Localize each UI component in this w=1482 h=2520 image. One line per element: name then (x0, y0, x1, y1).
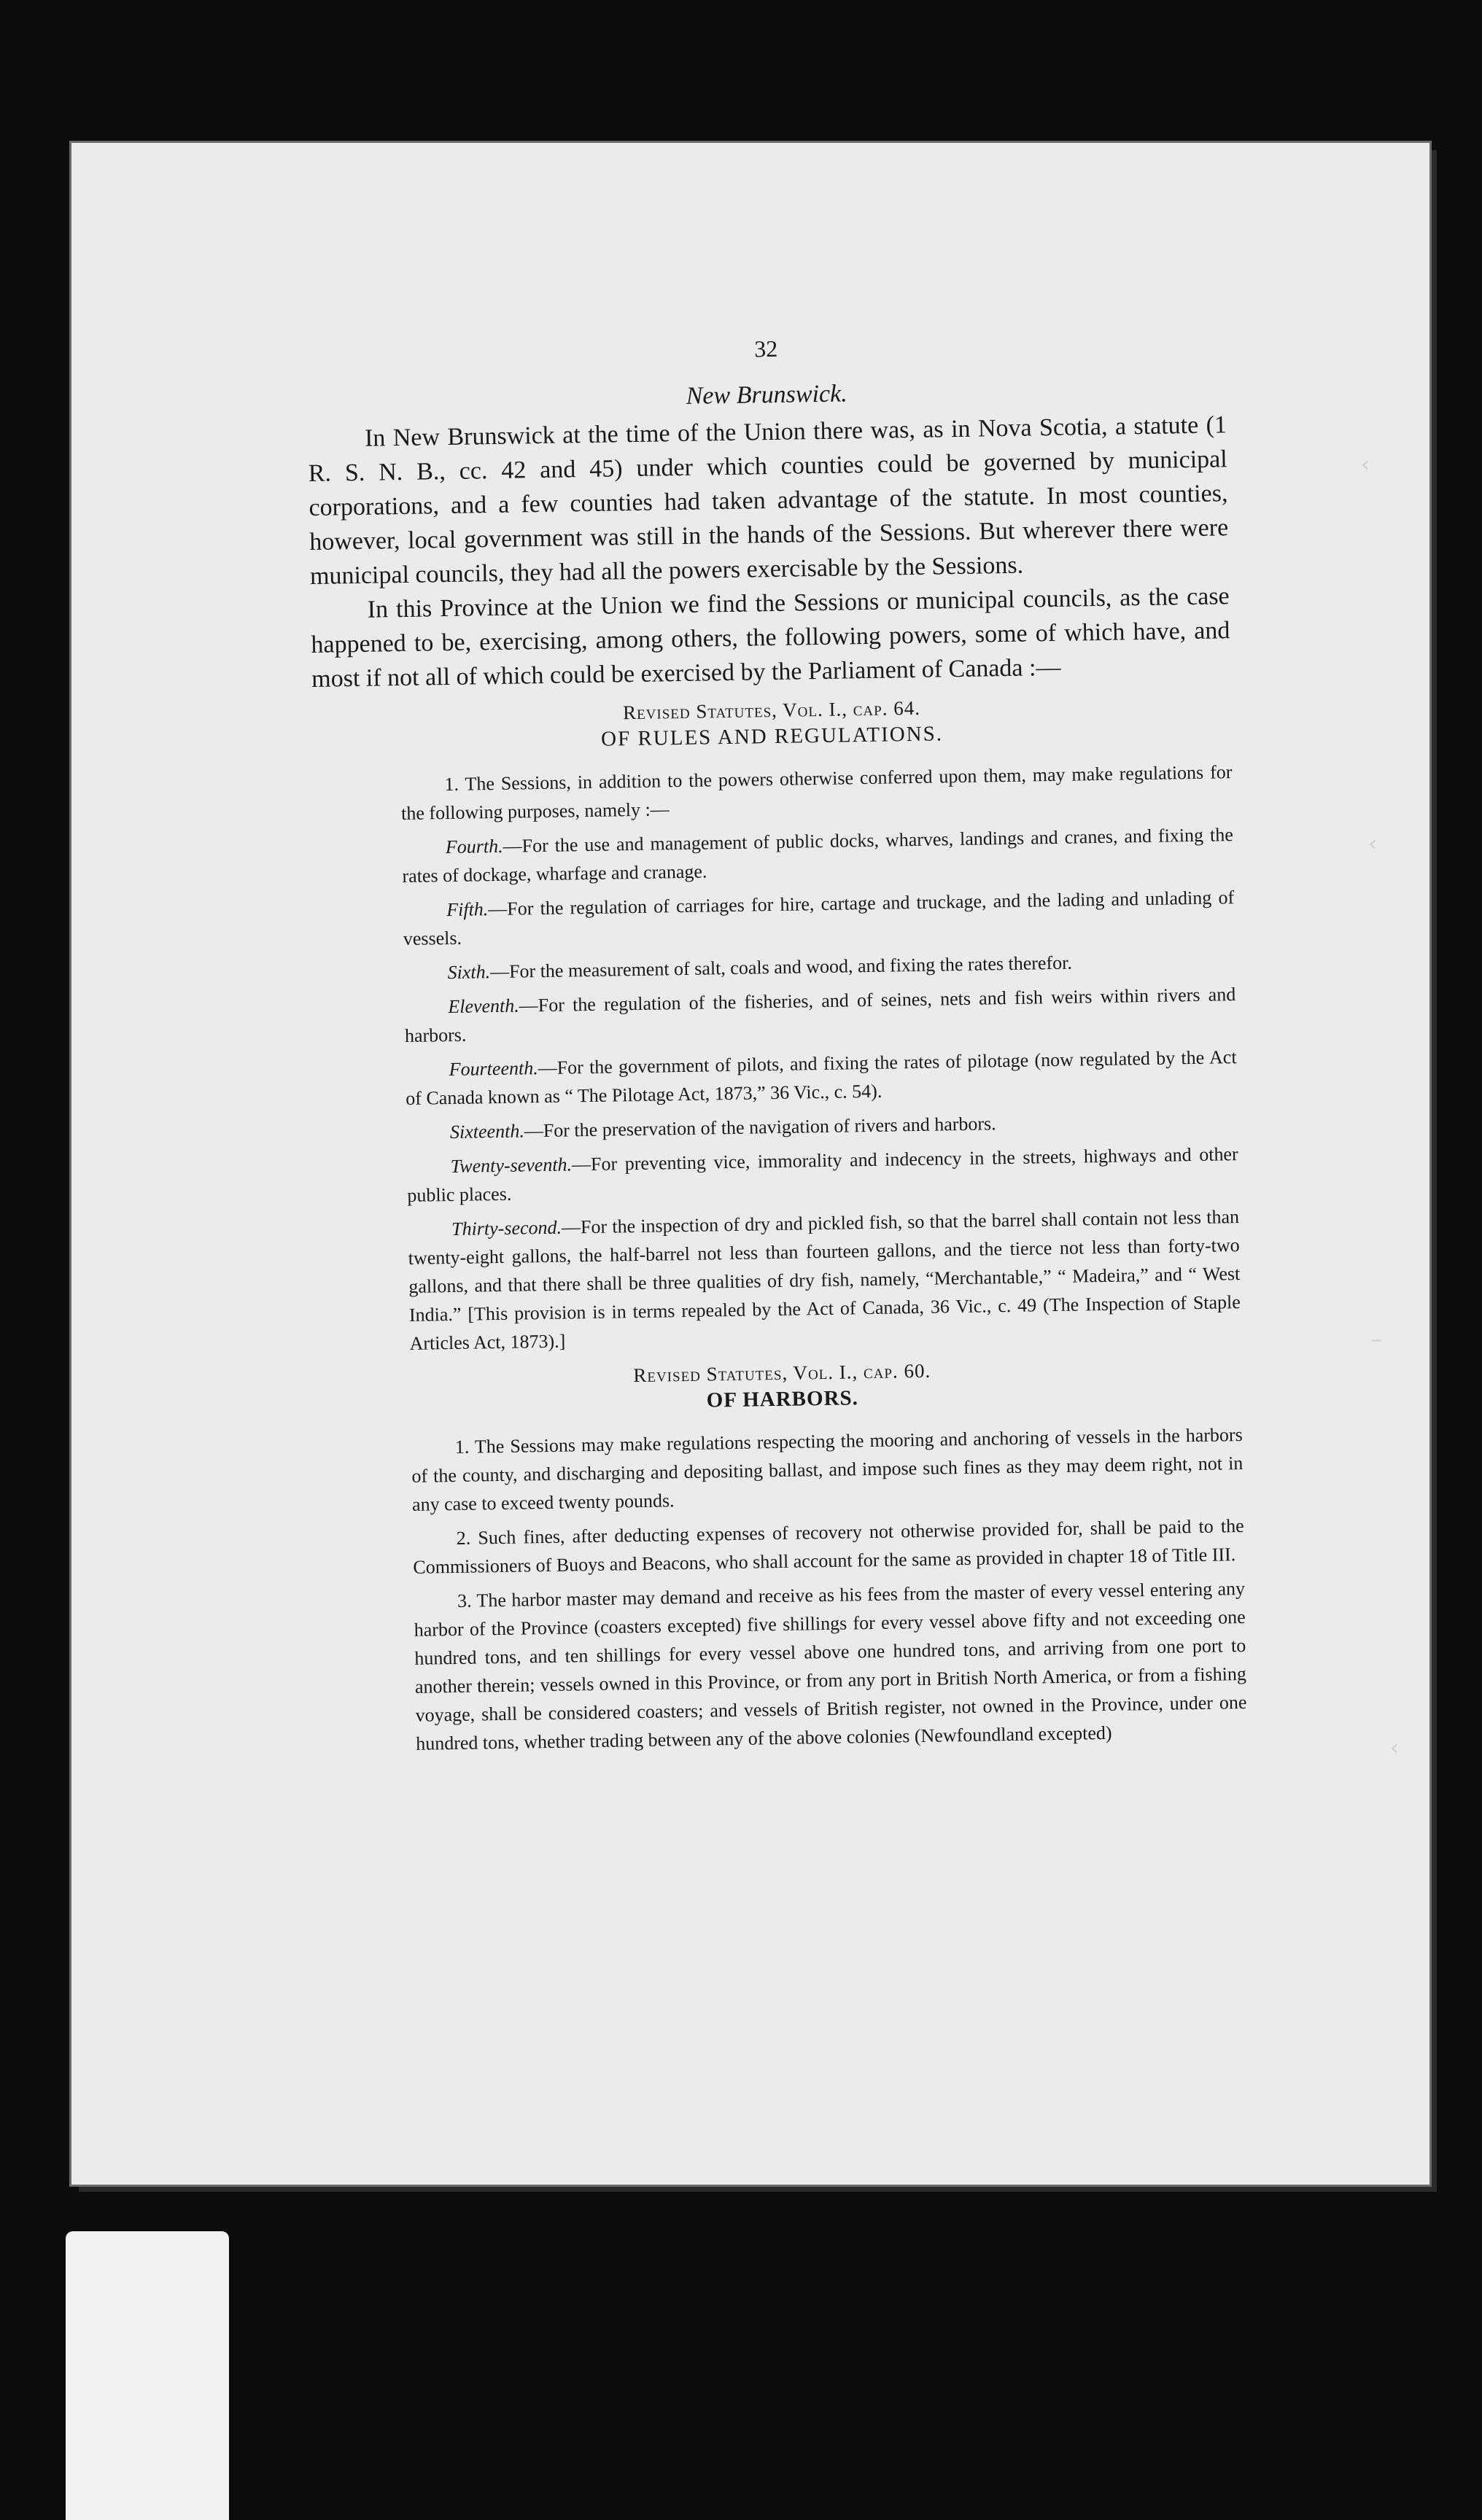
item-label: Fourteenth. (449, 1057, 538, 1081)
statute-item (405, 1043, 1237, 1113)
statute-paragraph: 2. Such fines, after deducting expenses of recovery not otherwise provided for, shall be paid to the Commissioners of Buoys and Beacons, who shall account for the same as provided in chapter 18 of Title III. (413, 1515, 1244, 1578)
statute-title: OF RULES AND REGULATIONS. (600, 722, 944, 751)
statute-paragraph: 1. The Sessions may make regulations respecting the mooring and anchoring of vessels in the harbors of the county, and discharging and depositing ballast, and impose such fines as they may deem right, not in any case to exceed twenty pounds. (411, 1424, 1244, 1515)
statute-body (324, 1420, 1248, 1759)
statute-body (313, 758, 1241, 1359)
statute-item (403, 946, 1235, 987)
statute-reference: Revised Statutes, Vol. I., cap. 60. (633, 1359, 931, 1387)
page-number: 32 (753, 335, 778, 362)
statute-paragraph: 3. The harbor master may demand and receive as his fees from the master of every vessel entering any harbor of the Province (coasters excepted) five shillings for every vessel above fifty and not exceeding one hundred tons, and ten shillings for every vessel above one hundred tons, and arriving from one port to another therein; vessels owned in this Province, or from any port in British North America, or from a fishing voyage, shall be considered coasters; and vessels of British register, not owned in the Province, under one hundred tons, whether trading between any of the above colonies (Newfoundland excepted) (414, 1577, 1247, 1754)
margin-mark: ‹ (1361, 452, 1370, 478)
item-label: Eleventh. (448, 995, 519, 1018)
item-text: —For the preservation of the navigation of rivers and harbors. (524, 1113, 996, 1142)
item-label: Twenty-seventh. (450, 1154, 573, 1178)
page-text (306, 328, 1247, 1765)
statute-item (404, 980, 1236, 1050)
item-text: —For the use and management of public docks, wharves, landings and cranes, and fixing the rates of dockage, wharfage and cranage. (402, 824, 1233, 887)
statute-reference: Revised Statutes, Vol. I., cap. 64. (622, 696, 921, 724)
statute-item (406, 1105, 1238, 1147)
statute-item (402, 820, 1234, 890)
item-text: —For the inspection of dry and pickled fish, so that the barrel shall contain not less than twenty-eight gallons, the half-barrel not less than fourteen gallons, and the tierce not less than forty-two gallons, and that there shall be three qualities of dry fish, namely, “Merchantable,” “ Madeira,” and “ West India.” [This provision is in terms repealed by the Act of Canada, 36 Vic., c. 49 (The Inspection of Staple Articles Act, 1873).] (408, 1206, 1241, 1354)
statute-item (408, 1202, 1241, 1358)
item-text: —For the regulation of the fisheries, and of seines, nets and fish weirs within rivers and harbors. (404, 984, 1236, 1046)
margin-mark: – (1371, 1327, 1382, 1353)
statute-item (406, 1140, 1238, 1210)
intro-paragraph: In New Brunswick at the time of the Union there was, as in Nova Scotia, a statute (1 R. S. N. B., cc. 42 and 45) under which counties could be governed by municipal corporations, and a few counties had taken advantage of the statute. In most counties, however, local government was still in the hands of the Sessions. But wherever there were municipal councils, they had all the powers exercisable by the Sessions. (308, 411, 1229, 590)
intro-paragraph: In this Province at the Union we find the Sessions or municipal councils, as the case happened to be, exercising, among others, the following powers, some of which have, and most if not all of which could be exercised by the Parliament of Canada :— (311, 583, 1230, 693)
statute-intro: 1. The Sessions, in addition to the powers otherwise conferred upon them, may make regulations for the following purposes, namely :— (400, 761, 1233, 825)
statute-item (403, 883, 1235, 953)
item-label: Sixteenth. (449, 1120, 525, 1143)
item-text: —For preventing vice, immorality and indecency in the streets, highways and other public places. (407, 1143, 1238, 1206)
film-label-card (66, 2231, 229, 2520)
section-heading: New Brunswick. (686, 380, 847, 410)
item-text: —For the government of pilots, and fixing the rates of pilotage (now regulated by the Act of Canada known as “ The Pilotage Act, 1873,” 36 Vic., c. 54). (406, 1046, 1237, 1109)
statute-title: OF HARBORS. (706, 1386, 859, 1412)
item-label: Sixth. (447, 961, 491, 984)
margin-mark: ‹ (1390, 1735, 1399, 1761)
item-text: —For the measurement of salt, coals and wood, and fixing the rates therefor. (489, 952, 1073, 983)
margin-mark: ‹ (1368, 831, 1377, 857)
item-label: Fifth. (446, 898, 489, 921)
item-label: Fourth. (445, 835, 503, 858)
intro-text (308, 408, 1231, 696)
item-text: —For the regulation of carriages for hire, cartage and truckage, and the lading and unlading of vessels. (403, 887, 1235, 950)
item-label: Thirty-second. (451, 1216, 562, 1240)
